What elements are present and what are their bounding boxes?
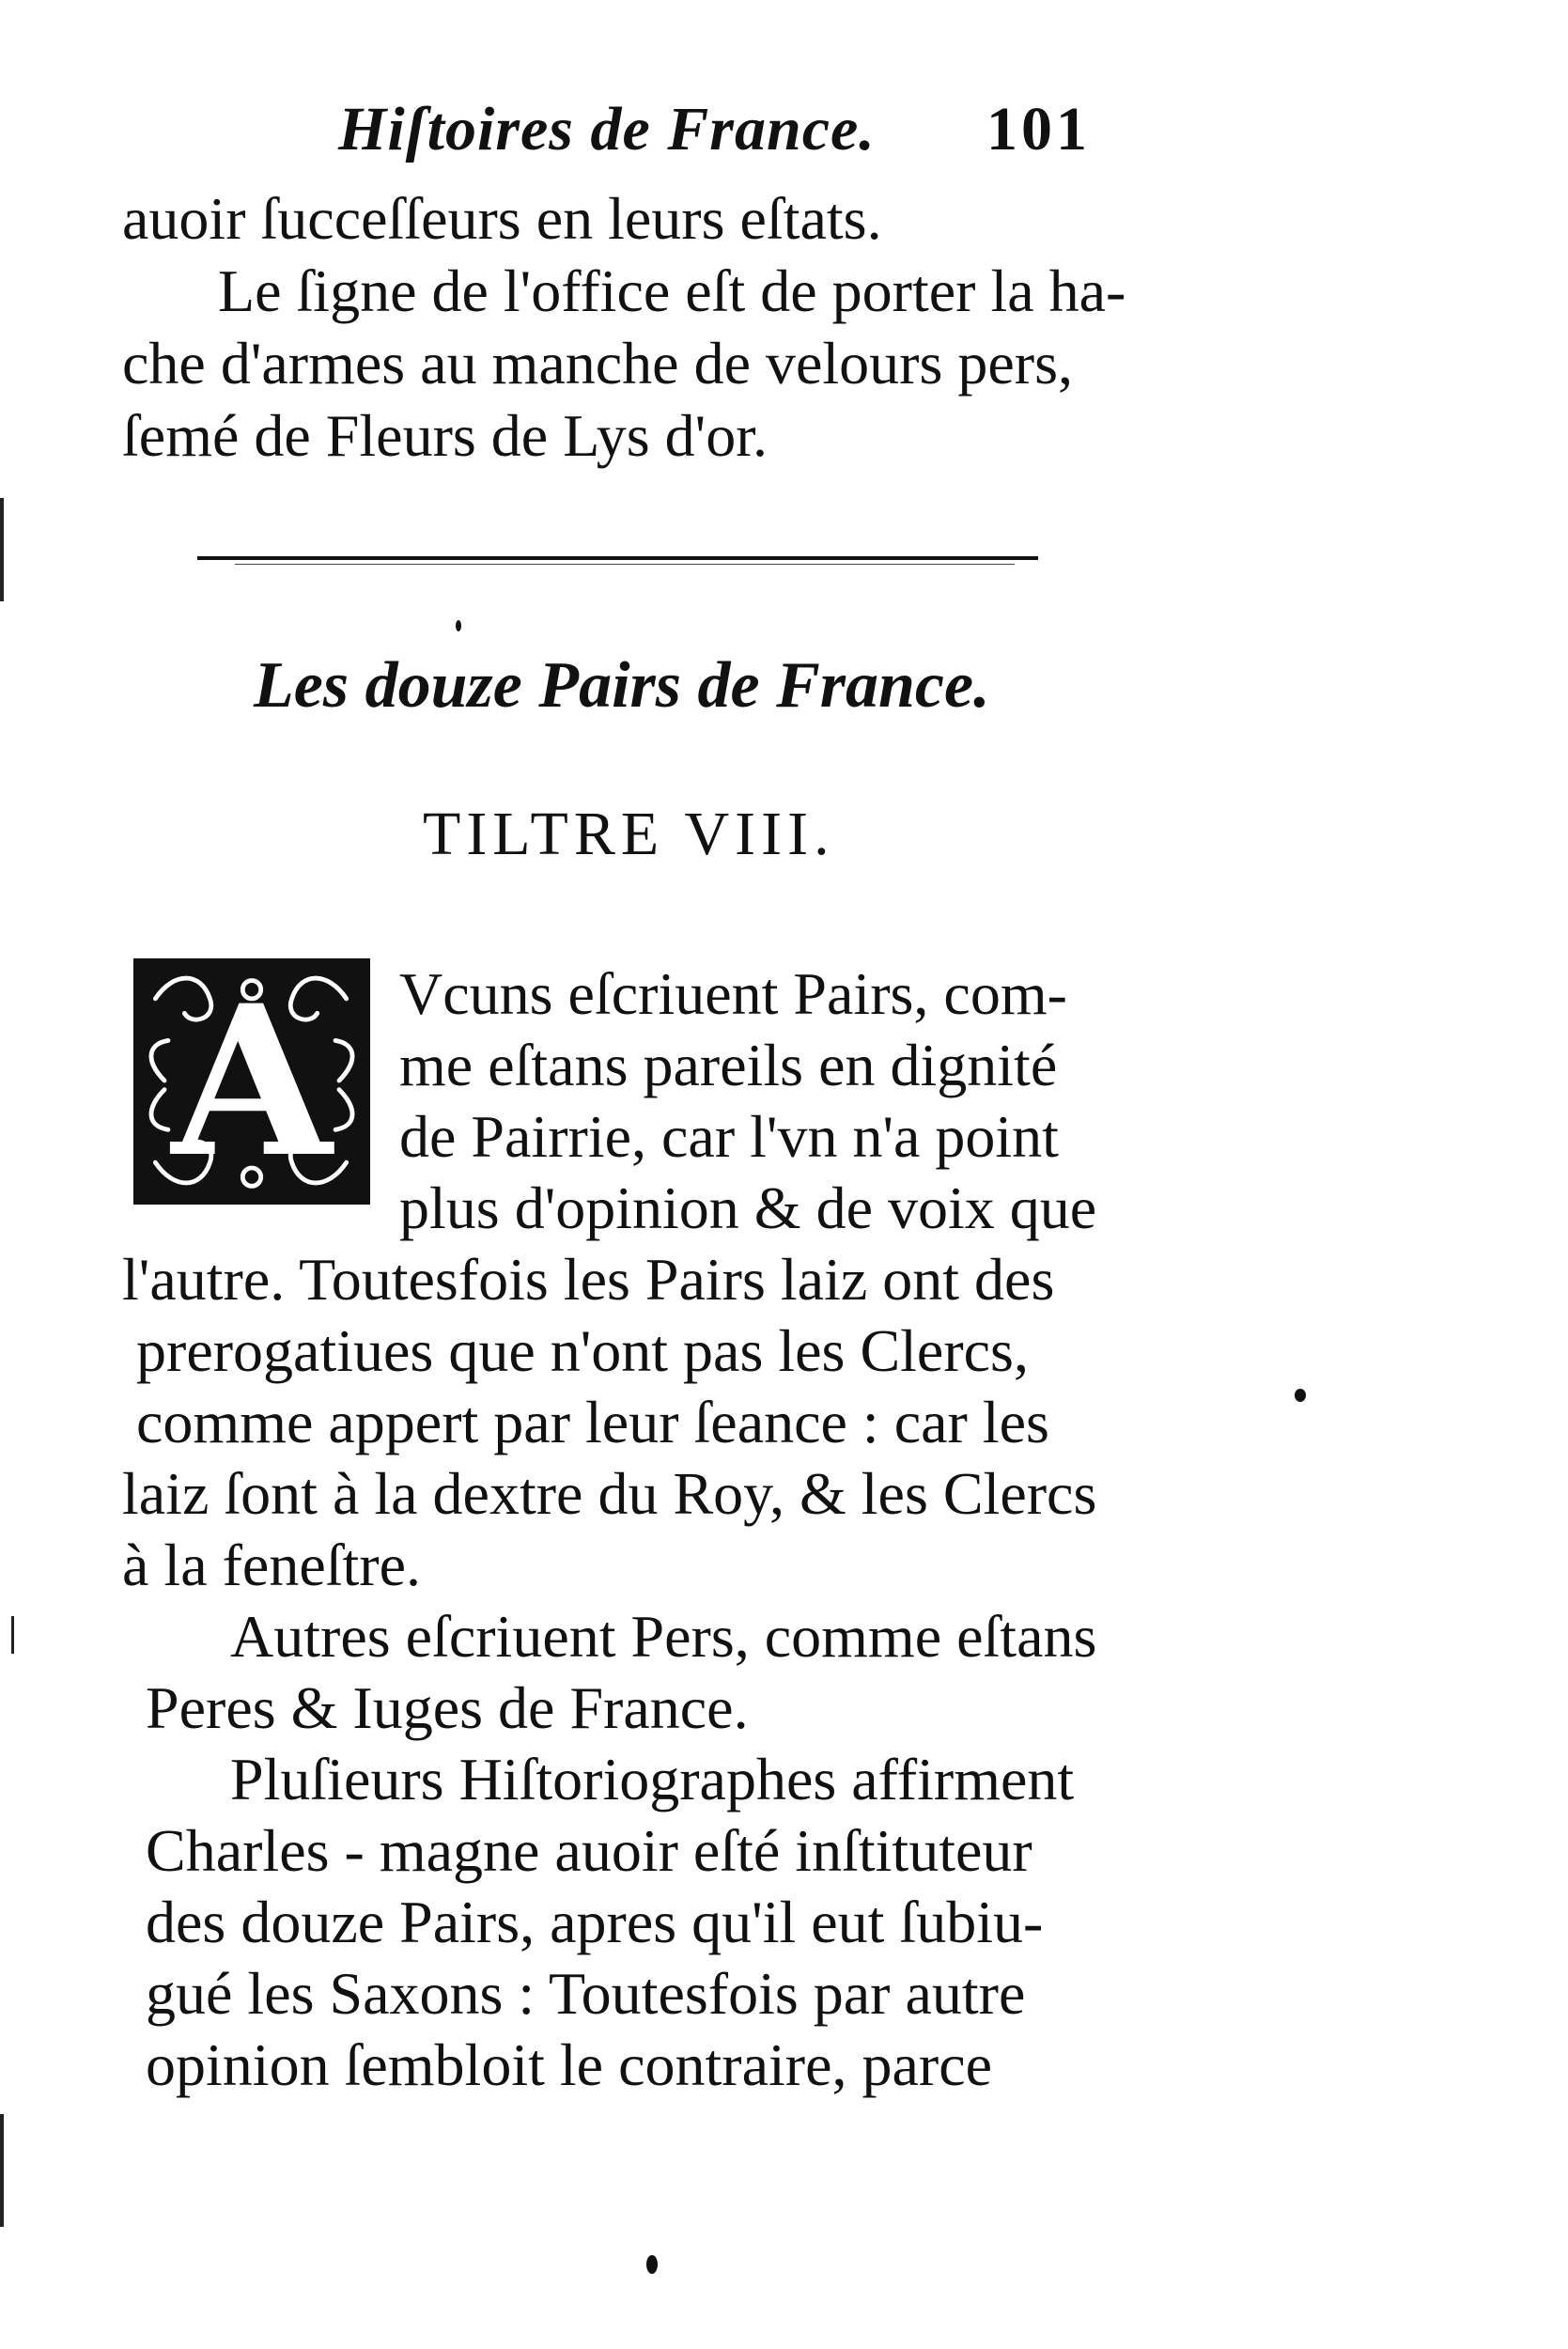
page-edge-mark	[0, 2114, 4, 2227]
ornamental-initial	[133, 958, 370, 1205]
text-line: laiz ſont à la dextre du Roy, & les Clercs	[122, 1460, 1097, 1527]
text-line: Autres eſcriuent Pers, comme eſtans	[230, 1603, 1097, 1670]
text-line: de Pairrie, car l'vn n'a point	[399, 1103, 1059, 1170]
page-number: 101	[986, 95, 1091, 163]
page-header	[0, 94, 1568, 169]
chapter-heading: TILTRE VIII.	[423, 800, 835, 868]
text-line: Le ſigne de l'office eſt de porter la ha-	[218, 257, 1126, 324]
text-line: prerogatiues que n'ont pas les Clercs,	[136, 1317, 1029, 1384]
text-line: comme appert par leur ſeance : car les	[136, 1389, 1049, 1455]
text-line: l'autre. Toutesfois les Pairs laiz ont des	[122, 1246, 1055, 1313]
text-line: ſemé de Fleurs de Lys d'or.	[122, 402, 768, 469]
dropcap-letter: A	[171, 959, 333, 1203]
text-line: me eſtans pareils en dignité	[399, 1032, 1058, 1098]
text-line: Vcuns eſcriuent Pairs, com-	[399, 960, 1067, 1027]
text-line: Charles - magne auoir eſté inſtituteur	[146, 1817, 1032, 1884]
ink-speck	[456, 620, 461, 631]
section-title: Les douze Pairs de France.	[254, 649, 990, 722]
page-edge-mark	[0, 498, 4, 601]
text-line: des douze Pairs, apres qu'il eut ſubiu-	[146, 1889, 1044, 1955]
page-edge-mark	[11, 1616, 14, 1654]
section-divider-thin	[235, 564, 1015, 565]
text-line: gué les Saxons : Toutesfois par autre	[146, 1960, 1026, 2027]
ink-speck	[1295, 1389, 1306, 1402]
section-divider	[197, 556, 1038, 560]
text-line: à la feneſtre.	[122, 1532, 421, 1598]
text-line: Pluſieurs Hiſtoriographes affirment	[230, 1746, 1075, 1812]
running-title: Hiſtoires de France.	[338, 95, 876, 163]
text-line: auoir ſucceſſeurs en leurs eſtats.	[122, 185, 882, 252]
ink-speck	[646, 2255, 658, 2274]
text-line: Peres & Iuges de France.	[146, 1674, 749, 1741]
text-line: che d'armes au manche de velours pers,	[122, 330, 1073, 397]
text-line: plus d'opinion & de voix que	[399, 1174, 1097, 1241]
text-line: opinion ſembloit le contraire, parce	[146, 2031, 992, 2098]
